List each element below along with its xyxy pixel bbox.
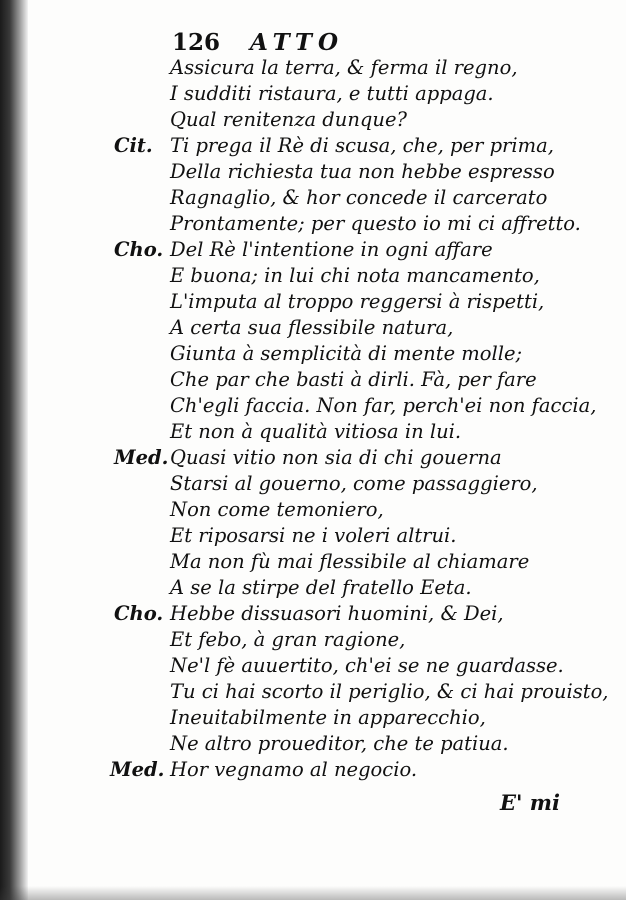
verse-text: Che par che basti à dirli. Fà, per fare [170, 368, 537, 391]
speaker-label: Med. [110, 758, 165, 781]
verse-text: Qual renitenza dunque? [170, 108, 407, 131]
verse-text: Starsi al gouerno, come passaggiero, [170, 472, 538, 495]
verse-text: Hebbe dissuasori huomini, & Dei, [170, 602, 504, 625]
catchword: E' mi [500, 790, 560, 815]
verse-text: Tu ci hai scorto il periglio, & ci hai prouisto, [170, 680, 609, 703]
verse-text: Della richiesta tua non hebbe espresso [170, 160, 555, 183]
verse-text: Ti prega il Rè di scusa, che, per prima, [170, 134, 554, 157]
verse-text: Non come temoniero, [170, 498, 384, 521]
verse-text: A certa sua flessibile natura, [170, 316, 454, 339]
verse-text: Ma non fù mai flessibile al chiamare [170, 550, 530, 573]
page-number: 126 [172, 29, 221, 56]
speaker-label: Cit. [114, 134, 153, 157]
verse-text: Et riposarsi ne i voleri altrui. [170, 524, 457, 547]
verse-text: Assicura la terra, & ferma il regno, [170, 56, 518, 79]
verse-text: I sudditi ristaura, e tutti appaga. [170, 82, 494, 105]
verse-text: Giunta à semplicità di mente molle; [170, 342, 523, 365]
verse-text: Ne altro proueditor, che te patiua. [170, 732, 509, 755]
verse-text: Hor vegnamo al negocio. [170, 758, 418, 781]
page-bottom-shadow [0, 886, 626, 900]
verse-text: A se la stirpe del fratello Eeta. [170, 576, 472, 599]
verse-text: Ch'egli faccia. Non far, perch'ei non faccia, [170, 394, 597, 417]
verse-text: Del Rè l'intentione in ogni affare [170, 238, 493, 261]
verse-text: Et non à qualità vitiosa in lui. [170, 420, 462, 443]
verse-text: L'imputa al troppo reggersi à rispetti, [170, 290, 545, 313]
verse-text: Ineuitabilmente in apparecchio, [170, 706, 486, 729]
verse-text: Quasi vitio non sia di chi gouerna [170, 446, 502, 469]
verse-text: Ragnaglio, & hor concede il carcerato [170, 186, 548, 209]
speaker-label: Med. [114, 446, 169, 469]
running-title: ATTO [250, 29, 345, 56]
verse-text: Et febo, à gran ragione, [170, 628, 406, 651]
verse-text: E buona; in lui chi nota mancamento, [170, 264, 540, 287]
speaker-label: Cho. [114, 238, 164, 261]
verse-text: Prontamente; per questo io mi ci affretto. [170, 212, 581, 235]
speaker-label: Cho. [114, 602, 164, 625]
verse-text: Ne'l fè auuertito, ch'ei se ne guardasse. [170, 654, 564, 677]
